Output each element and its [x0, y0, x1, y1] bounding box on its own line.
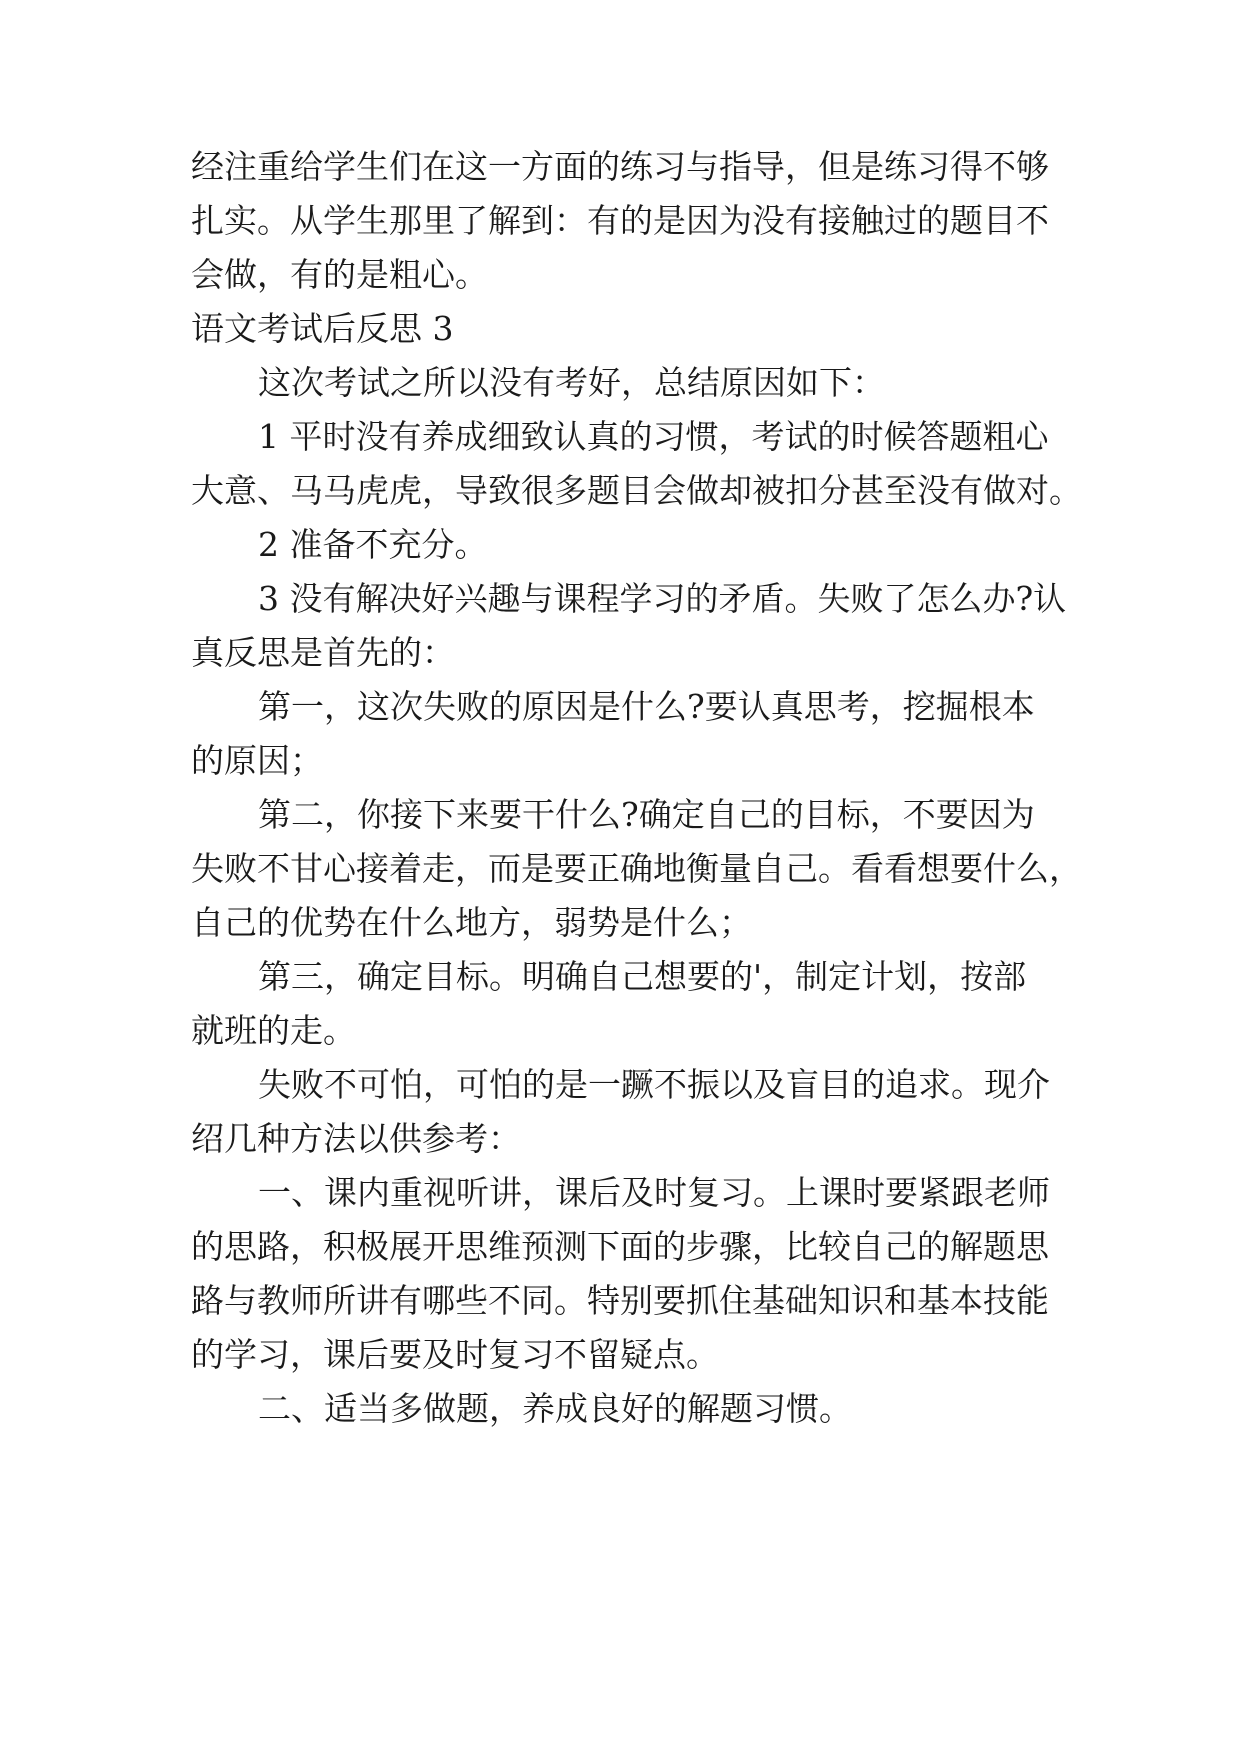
intro-line-3: 会做，有的是粗心。: [191, 255, 488, 294]
paragraph-7-line-1: 第三，确定目标。明确自己想要的'，制定计划，按部: [258, 957, 1027, 996]
paragraph-9-line-4: 的学习，课后要及时复习不留疑点。: [191, 1335, 719, 1374]
paragraph-2-line-2: 大意、马马虎虎，导致很多题目会做却被扣分甚至没有做对。: [191, 471, 1082, 510]
paragraph-9-line-1: 一、课内重视听讲，课后及时复习。上课时要紧跟老师: [258, 1173, 1050, 1212]
paragraph-10-line-1: 二、适当多做题，养成良好的解题习惯。: [258, 1389, 852, 1428]
paragraph-5-line-2: 的原因；: [191, 741, 323, 780]
paragraph-5-line-1: 第一，这次失败的原因是什么?要认真思考，挖掘根本: [258, 687, 1035, 726]
paragraph-6-line-2: 失败不甘心接着走，而是要正确地衡量自己。看看想要什么，: [191, 849, 1082, 888]
paragraph-4-line-1: 3 没有解决好兴趣与课程学习的矛盾。失败了怎么办?认: [258, 579, 1067, 618]
section-heading: 语文考试后反思 3: [191, 309, 454, 348]
paragraph-6-line-3: 自己的优势在什么地方，弱势是什么；: [191, 903, 752, 942]
paragraph-3-line-1: 2 准备不充分。: [258, 525, 488, 564]
paragraph-8-line-2: 绍几种方法以供参考：: [191, 1119, 521, 1158]
paragraph-2-line-1: 1 平时没有养成细致认真的习惯，考试的时候答题粗心: [258, 417, 1049, 456]
paragraph-9-line-2: 的思路，积极展开思维预测下面的步骤，比较自己的解题思: [191, 1227, 1049, 1266]
paragraph-9-line-3: 路与教师所讲有哪些不同。特别要抓住基础知识和基本技能: [191, 1281, 1049, 1320]
paragraph-7-line-2: 就班的走。: [191, 1011, 356, 1050]
paragraph-8-line-1: 失败不可怕，可怕的是一蹶不振以及盲目的追求。现介: [258, 1065, 1050, 1104]
intro-line-2: 扎实。从学生那里了解到：有的是因为没有接触过的题目不: [191, 201, 1049, 240]
paragraph-1-line-1: 这次考试之所以没有考好，总结原因如下：: [258, 363, 885, 402]
paragraph-4-line-2: 真反思是首先的：: [191, 633, 455, 672]
paragraph-6-line-1: 第二，你接下来要干什么?确定自己的目标，不要因为: [258, 795, 1035, 834]
intro-line-1: 经注重给学生们在这一方面的练习与指导，但是练习得不够: [191, 147, 1049, 186]
